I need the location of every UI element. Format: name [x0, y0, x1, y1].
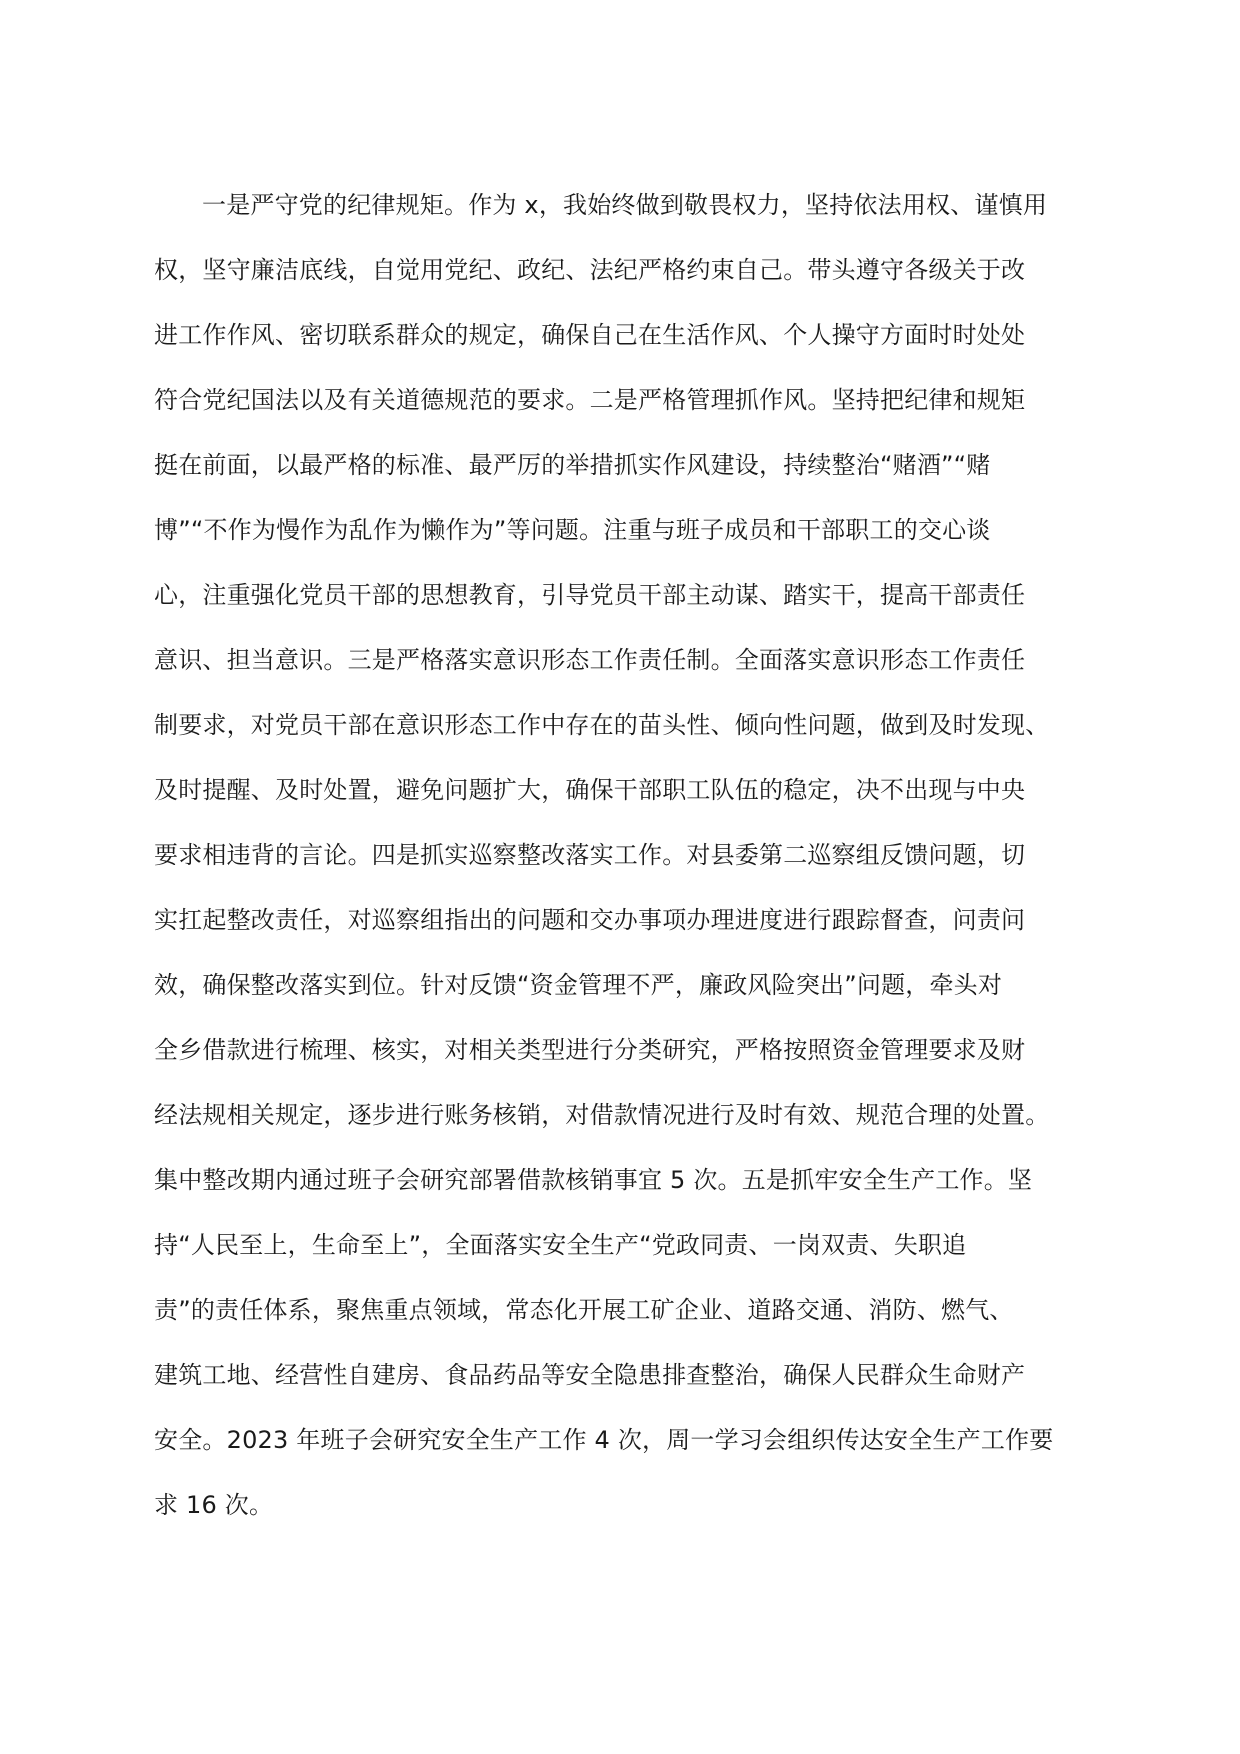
- paragraph-line: 符合党纪国法以及有关道德规范的要求。二是严格管理抓作风。坚持把纪律和规矩: [154, 386, 1026, 414]
- paragraph-line: 求 16 次。: [154, 1491, 274, 1519]
- paragraph-line: 效，确保整改落实到位。针对反馈“资金管理不严，廉政风险突出”问题，牵头对: [154, 971, 1003, 999]
- paragraph-line: 一是严守党的纪律规矩。作为 x，我始终做到敬畏权力，坚持依法用权、谨慎用: [202, 191, 1048, 219]
- paragraph-line: 及时提醒、及时处置，避免问题扩大，确保干部职工队伍的稳定，决不出现与中央: [154, 776, 1026, 804]
- paragraph-line: 责”的责任体系，聚焦重点领域，常态化开展工矿企业、道路交通、消防、燃气、: [154, 1296, 1014, 1324]
- paragraph-line: 经法规相关规定，逐步进行账务核销，对借款情况进行及时有效、规范合理的处置。: [154, 1101, 1050, 1129]
- paragraph-line: 安全。2023 年班子会研究安全生产工作 4 次，周一学习会组织传达安全生产工作要: [154, 1426, 1054, 1454]
- body-paragraph: [154, 190, 1088, 1555]
- paragraph-line: 进工作作风、密切联系群众的规定，确保自己在生活作风、个人操守方面时时处处: [154, 321, 1026, 349]
- paragraph-line: 挺在前面，以最严格的标准、最严厉的举措抓实作风建设，持续整治“赌酒”“赌: [154, 451, 991, 479]
- paragraph-line: 权，坚守廉洁底线，自觉用党纪、政纪、法纪严格约束自己。带头遵守各级关于改: [154, 256, 1026, 284]
- paragraph-line: 要求相违背的言论。四是抓实巡察整改落实工作。对县委第二巡察组反馈问题，切: [154, 841, 1026, 869]
- paragraph-line: 持“人民至上，生命至上”，全面落实安全生产“党政同责、一岗双责、失职追: [154, 1231, 967, 1259]
- paragraph-line: 集中整改期内通过班子会研究部署借款核销事宜 5 次。五是抓牢安全生产工作。坚: [154, 1166, 1033, 1194]
- paragraph-line: 建筑工地、经营性自建房、食品药品等安全隐患排查整治，确保人民群众生命财产: [154, 1361, 1026, 1389]
- paragraph-line: 实扛起整改责任，对巡察组指出的问题和交办事项办理进度进行跟踪督查，问责问: [154, 906, 1026, 934]
- paragraph-line: 全乡借款进行梳理、核实，对相关类型进行分类研究，严格按照资金管理要求及财: [154, 1036, 1026, 1064]
- paragraph-line: 博”“不作为慢作为乱作为懒作为”等问题。注重与班子成员和干部职工的交心谈: [154, 516, 991, 544]
- paragraph-line: 意识、担当意识。三是严格落实意识形态工作责任制。全面落实意识形态工作责任: [154, 646, 1026, 674]
- paragraph-line: 心，注重强化党员干部的思想教育，引导党员干部主动谋、踏实干，提高干部责任: [154, 581, 1026, 609]
- paragraph-line: 制要求，对党员干部在意识形态工作中存在的苗头性、倾向性问题，做到及时发现、: [154, 711, 1050, 739]
